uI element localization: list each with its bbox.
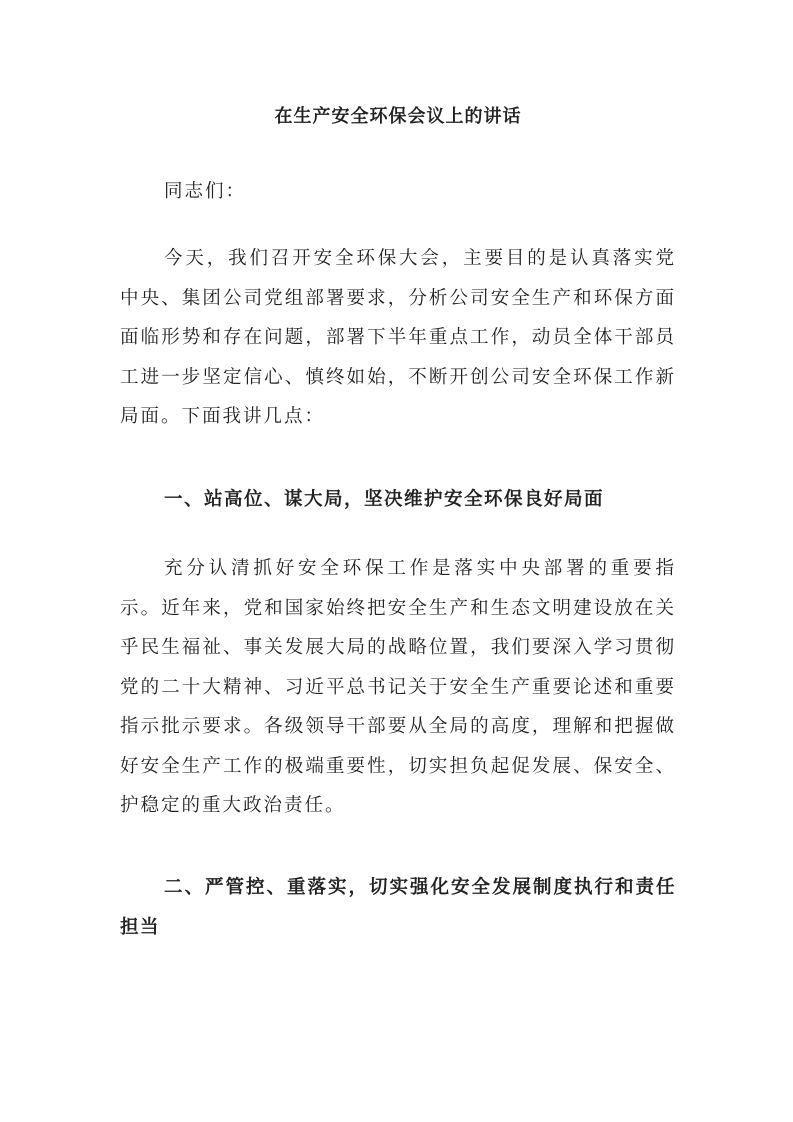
paragraph-intro: 今天，我们召开安全环保大会，主要目的是认真落实党中央、集团公司党组部署要求，分析公司安全生产和环保方面面临形势和存在问题，部署下半年重点工作，动员全体干部员工进一步坚定信心、慎终如始，不断开创公司安全环保工作新局面。下面我讲几点：: [120, 248, 676, 427]
paragraph-section-1: 充分认清抓好安全环保工作是落实中央部署的重要指示。近年来，党和国家始终把安全生产和生态文明建设放在关乎民生福祉、事关发展大局的战略位置，我们要深入学习贯彻党的二十大精神、习近平总书记关于安全生产重要论述和重要指示批示要求。各级领导干部要从全局的高度，理解和把握做好安全生产工作的极端重要性，切实担负起促发展、保安全、护稳定的重大政治责任。: [120, 558, 676, 816]
section-heading-2: 二、严管控、重落实，切实强化安全发展制度执行和责任担当: [120, 877, 676, 938]
section-heading-1: 一、站高位、谋大局，坚决维护安全环保良好局面: [164, 489, 605, 510]
document-title: 在生产安全环保会议上的讲话: [274, 106, 522, 127]
greeting: 同志们：: [164, 181, 247, 202]
